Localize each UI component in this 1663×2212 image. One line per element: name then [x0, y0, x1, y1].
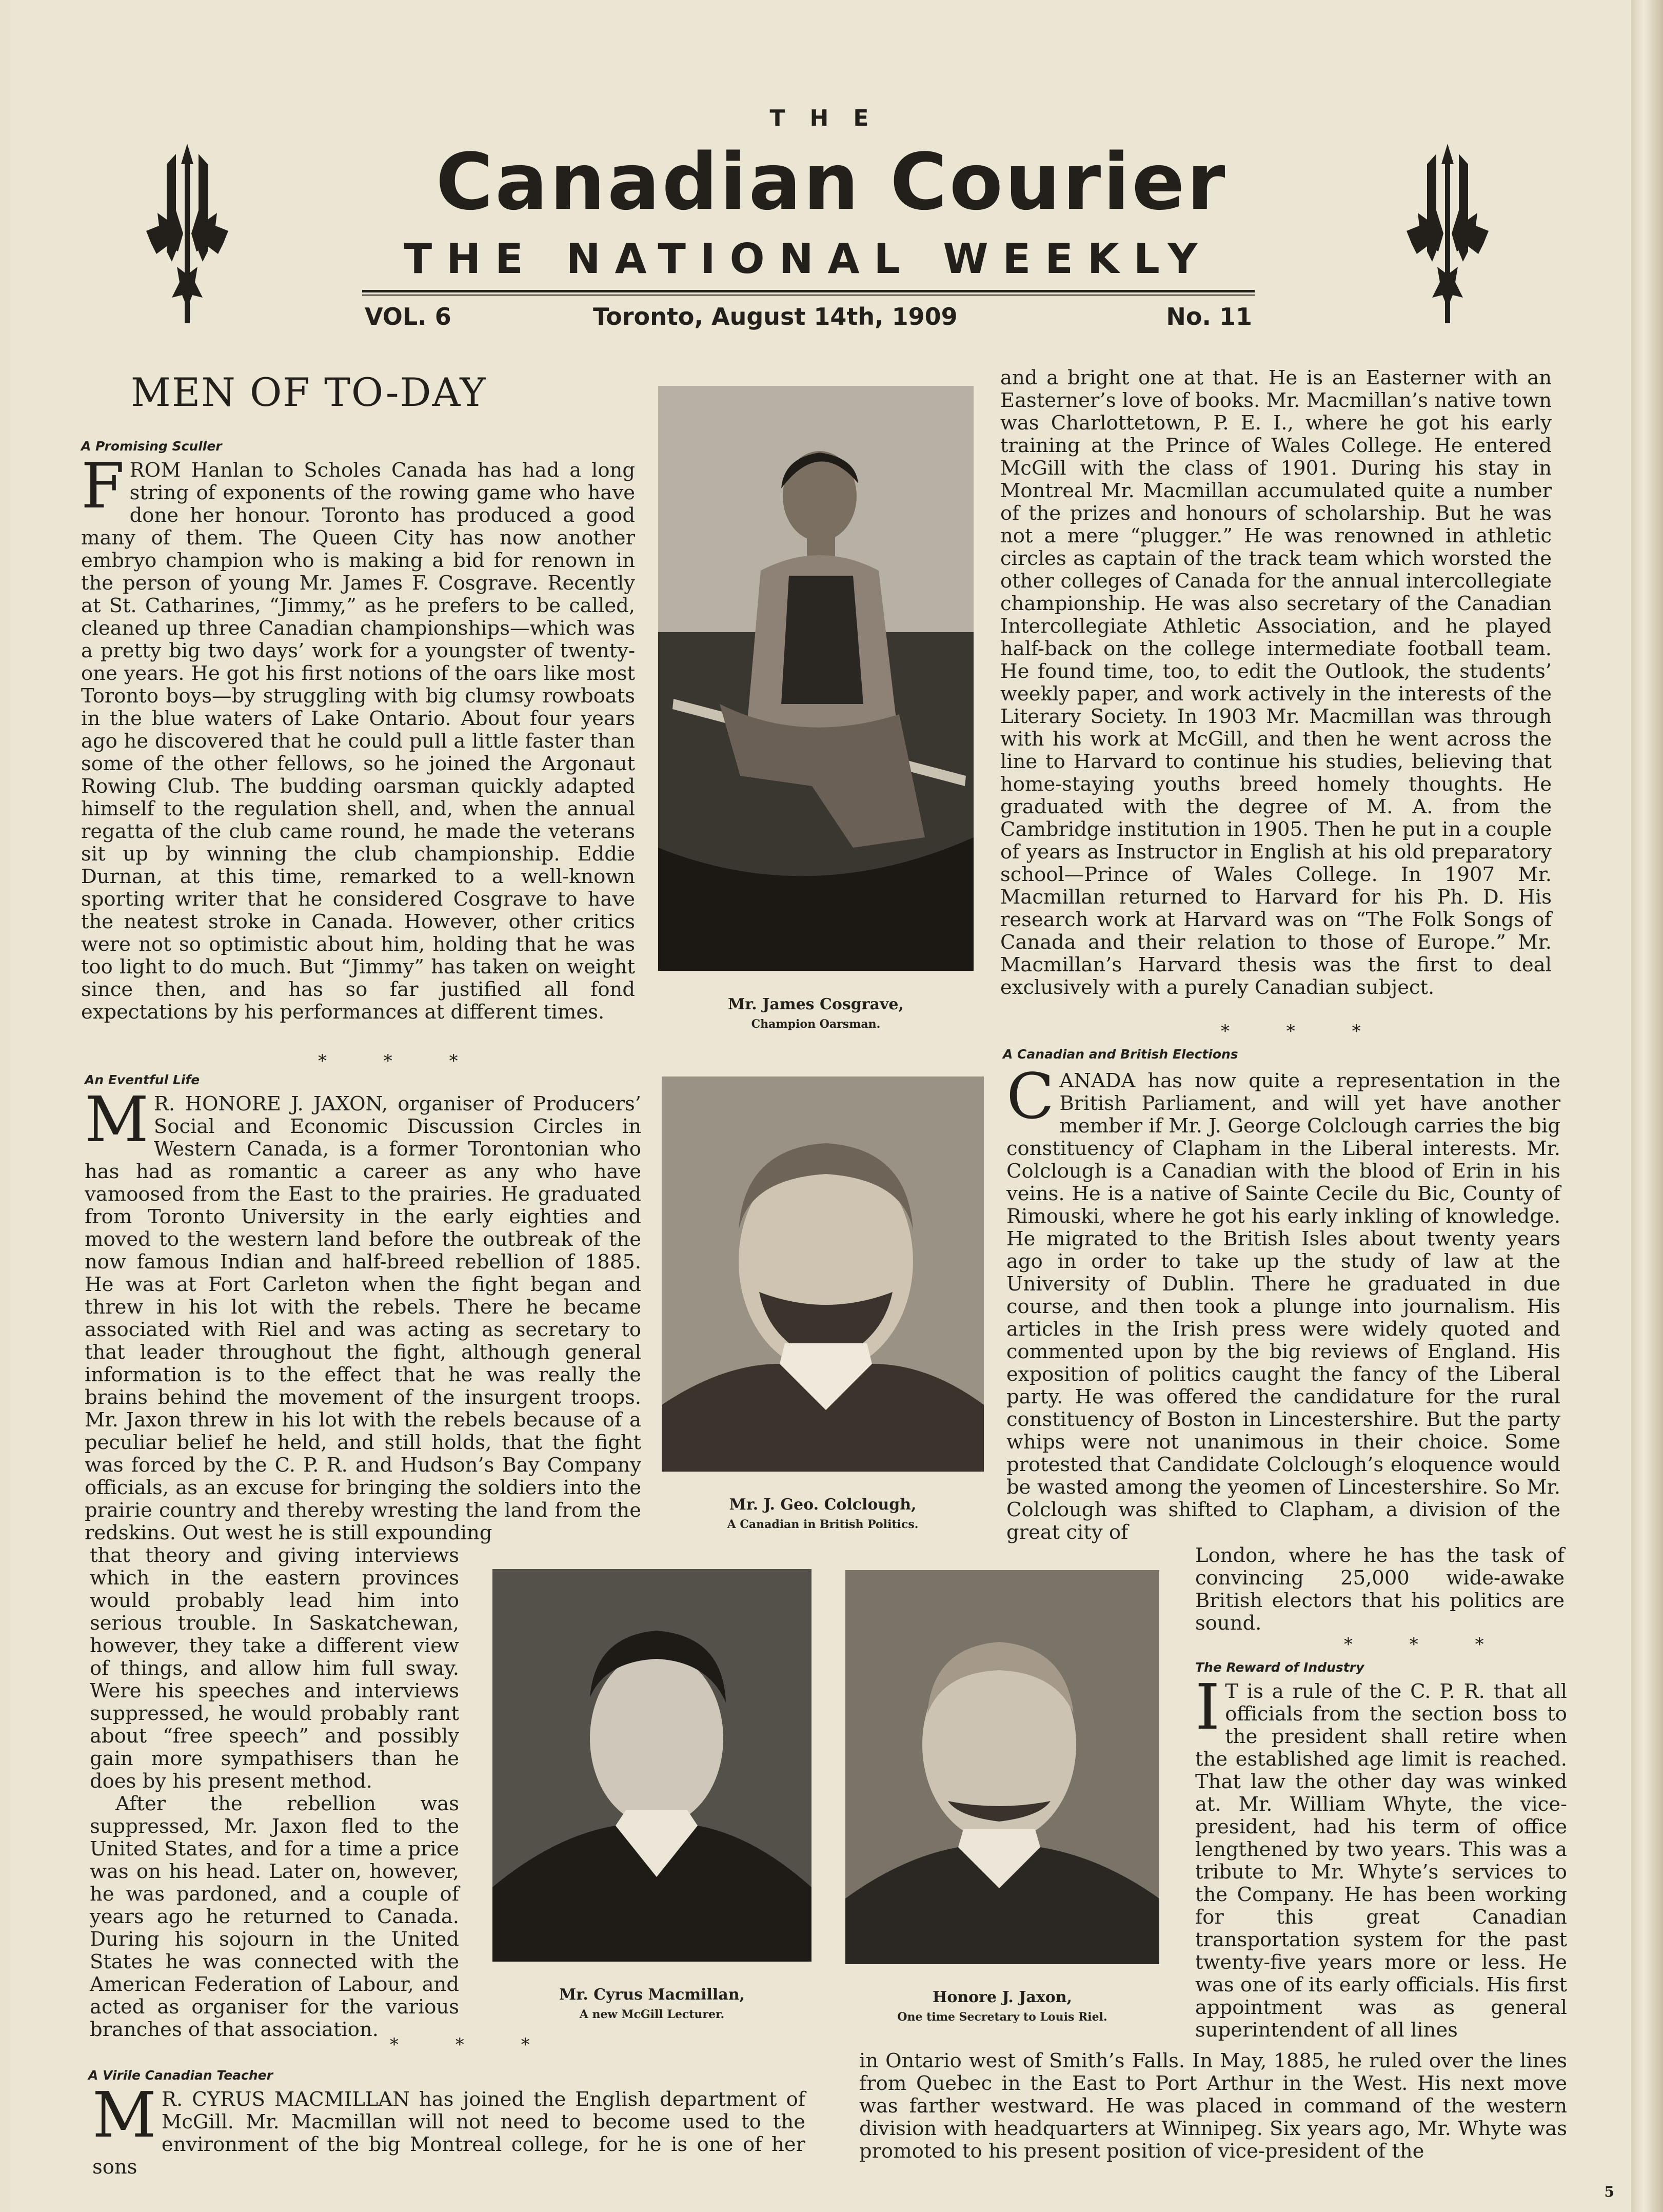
masthead-rule-top	[362, 290, 1255, 292]
caption-jaxon-name: Honore J. Jaxon,	[932, 1988, 1073, 2006]
caption-colclough-name: Mr. J. Geo. Colclough,	[729, 1496, 917, 1514]
maple-emblem-left-icon	[136, 144, 239, 339]
caption-cosgrave	[658, 995, 974, 1031]
separator-4: * * *	[1344, 1634, 1510, 1655]
caption-colclough-role: A Canadian in British Politics.	[727, 1518, 919, 1531]
photo-colclough	[662, 1076, 984, 1472]
article-elections	[1006, 1060, 1560, 1555]
portrait-colclough-icon	[662, 1076, 984, 1472]
caption-macmillan-role: A new McGill Lecturer.	[579, 2008, 725, 2021]
sculler-body: ROM Hanlan to Scholes Canada has had a long string of exponents of the rowing game who have done her honour. Toronto has produced a good many of them. The Queen City has now another embryo champion who is making a bid for renown in the person of young Mr. James F. Cosgrave. Recently at St. Catharines, “Jimmy,” as he prefers to be called, cleaned up three Canadian championships—which was a pretty big two days’ work for a youngster of twenty-one years. He got his first notions of the oars like most Toronto boys—by struggling with big clumsy rowboats in the blue waters of Lake Ontario. About four years ago he discovered that he could pull a little faster than some of the other fellows, so he joined the Argonaut Rowing Club. The budding oarsman quickly adapted himself to the regulation shell, and, when the annual regatta of the club came round, he made the veterans sit up by winning the club championship. Eddie Durnan, at this time, remarked to a well-known sporting writer that he considered Cosgrave to have the neatest stroke in Canada. However, other critics were not so optimistic about him, holding that he was too light to do much. But “Jimmy” has taken on weight since then, and has so far justified all fond expectations by his performances at different times.	[81, 459, 635, 1024]
volume-label: VOL. 6	[365, 303, 451, 330]
caption-macmillan	[492, 1986, 811, 2021]
dateline	[362, 303, 1255, 339]
article-elections-cont	[1195, 1544, 1565, 1637]
photo-cosgrave	[658, 386, 974, 971]
eventful-body-cont: that theory and giving interviews which in the eastern provinces would probably lead him into serious trouble. In Saskatchewan, however, they take a different view of things, and allow him full sway. Were his speeches and interviews suppressed, he would probably rant about “free speech” and possibly gain more sympathisers than he does by his present method.	[90, 1544, 459, 1793]
industry-body-cont: in Ontario west of Smith’s Falls. In May, 1885, he ruled over the lines from Quebec in the East to Port Arthur in the West. His next move was farther westward. He was placed in command of the western division with headquarters at Winnipeg. Six years ago, Mr. Whyte was promoted to his present position of vice-president of the	[859, 2049, 1567, 2163]
rower-illustration-icon	[658, 386, 974, 971]
article-teacher-cont	[1000, 367, 1552, 1024]
caption-cosgrave-role: Champion Oarsman.	[751, 1017, 881, 1031]
elections-body-cont: London, where he has the task of convincing 25,000 wide-awake British electors that his politics are sound.	[1195, 1544, 1565, 1635]
article-eventful	[85, 1083, 641, 1544]
masthead-the: THE	[769, 105, 894, 131]
article-eventful-cont	[90, 1544, 459, 2041]
heading-elections: A Canadian and British Elections	[1003, 1047, 1238, 1062]
dropcap-teacher: M	[92, 2079, 156, 2151]
article-teacher	[92, 2079, 805, 2191]
caption-cosgrave-name: Mr. James Cosgrave,	[728, 995, 904, 1013]
eventful-body: R. HONORE J. JAXON, organiser of Producers’ Social and Economic Discussion Circles in Western Canada, is a former Torontonian who has had as romantic a career as any who have vamoosed from the East to the prairies. He graduated from Toronto University in the early eighties and moved to the western land before the outbreak of the now famous Indian and half-breed rebellion of 1885. He was at Fort Carleton when the fight began and threw in his lot with the rebels. There he became associated with Riel and was acting as secretary to that leader throughout the fight, although general information is to the effect that he was really the brains behind the movement of the insurgent troops. Mr. Jaxon threw in his lot with the rebels because of a peculiar belief he held, and still holds, that the fight was forced by the C. P. R. and Hudson’s Bay Company officials, as an excuse for bringing the soldiers into the prairie country and thereby wresting the land from the redskins. Out west he is still expounding	[85, 1092, 641, 1544]
separator-3: * * *	[1221, 1021, 1387, 1042]
portrait-macmillan-icon	[492, 1569, 811, 1962]
dropcap-sculler: F	[81, 449, 125, 522]
article-industry-cont	[859, 2050, 1567, 2183]
caption-macmillan-name: Mr. Cyrus Macmillan,	[559, 1986, 745, 2004]
section-title: MEN OF TO-DAY	[131, 369, 487, 415]
page-edge	[1631, 0, 1663, 2212]
date-label: Toronto, August 14th, 1909	[593, 303, 958, 330]
article-industry	[1195, 1671, 1567, 2050]
heading-sculler: A Promising Sculler	[81, 439, 222, 454]
elections-body: ANADA has now quite a representation in the British Parliament, and will yet have another member if Mr. J. George Colclough carries the big constituency of Clapham in the Liberal interests. Mr. Colclough is a Canadian with the blood of Erin in his veins. He is a native of Sainte Cecile du Bic, County of Rimouski, where he got his early inkling of knowledge. He migrated to the British Isles about twenty years ago in order to take up the study of law at the University of Dublin. There he graduated in due course, and then took a plunge into journalism. His articles in the Irish press were widely quoted and commented upon by the big reviews of England. His exposition of politics caught the fancy of the Liberal party. He was offered the candidature for the rural constituency of Boston in Lincestershire. But the party whips were not unanimous in their choice. Some protested that Candidate Colclough’s eloquence would be wasted among the yeomen of Lincestershire. So Mr. Colclough was shifted to Clapham, a division of the great city of	[1006, 1069, 1560, 1544]
photo-jaxon	[845, 1570, 1159, 1964]
heading-teacher: A Virile Canadian Teacher	[88, 2068, 273, 2083]
masthead-title: Canadian Courier	[435, 136, 1228, 227]
maple-emblem-right-icon	[1396, 144, 1499, 339]
heading-industry: The Reward of Industry	[1195, 1660, 1364, 1675]
caption-colclough	[662, 1496, 984, 1531]
article-sculler	[81, 449, 635, 1049]
caption-jaxon-role: One time Secretary to Louis Riel.	[897, 2010, 1107, 2024]
photo-macmillan	[492, 1569, 811, 1962]
teacher-body-cont: and a bright one at that. He is an Easterner with an Easterner’s love of books. Mr. Macmillan’s native town was Charlottetown, P. E. I., where he got his early training at the Prince of Wales College. He entered McGill with the class of 1901. During his stay in Montreal Mr. Macmillan accumulated quite a number of the prizes and honours of scholarship. But he was not a mere “plugger.” He was renowned in athletic circles as captain of the track team which worsted the other colleges of Canada for the annual intercollegiate championship. He was also secretary of the Canadian Intercollegiate Athletic Association, and he played half-back on the college intermediate football team. He found time, too, to edit the Outlook, the students’ weekly paper, and work actively in the interests of the Literary Society. In 1903 Mr. Macmillan was through with his work at McGill, and then he went across the line to Harvard to continue his studies, believing that home-staying youths breed homely thoughts. He graduated with the degree of M. A. from the Cambridge institution in 1905. Then he put in a couple of years as Instructor in English at his old preparatory school—Prince of Wales College. In 1907 Mr. Macmillan returned to Harvard for his Ph. D. His research work at Harvard was on “The Folk Songs of Canada and their relation to those of Europe.” Mr. Macmillan’s Harvard thesis was the first to deal exclusively with a purely Canadian subject.	[1000, 366, 1552, 999]
dropcap-elections: C	[1006, 1060, 1055, 1133]
issue-number: No. 11	[1166, 303, 1252, 330]
dropcap-eventful: M	[85, 1083, 149, 1156]
caption-jaxon	[845, 1988, 1159, 2024]
separator-1: * * *	[318, 1051, 484, 1071]
separator-2: * * *	[390, 2034, 556, 2055]
page-number: 5	[1604, 2183, 1614, 2200]
dropcap-industry: I	[1195, 1671, 1220, 1744]
masthead-subtitle: THE NATIONAL WEEKLY	[404, 235, 1212, 283]
masthead-rule-thin	[362, 295, 1255, 296]
teacher-body: R. CYRUS MACMILLAN has joined the English department of McGill. Mr. Macmillan will not need to become used to the environment of the big Montreal college, for he is one of her sons	[92, 2088, 805, 2179]
portrait-jaxon-icon	[845, 1570, 1159, 1964]
heading-eventful: An Eventful Life	[85, 1072, 200, 1087]
industry-body: T is a rule of the C. P. R. that all officials from the section boss to the president shall retire when the established age limit is reached. That law the other day was winked at. Mr. William Whyte, the vice-president, had his term of office lengthened by two years. This was a tribute to Mr. Whyte’s services to the Company. He has been working for this great Canadian transportation system for the past twenty-five years more or less. He was one of its early officials. His first appointment was as general superintendent of all lines	[1195, 1680, 1567, 2042]
eventful-body-para2: After the rebellion was suppressed, Mr. Jaxon fled to the United States, and for a time a price was on his head. Later on, however, he was pardoned, and a couple of years ago he returned to Canada. During his sojourn in the United States he was connected with the American Federation of Labour, and acted as organiser for the various branches of that association.	[90, 1792, 459, 2041]
